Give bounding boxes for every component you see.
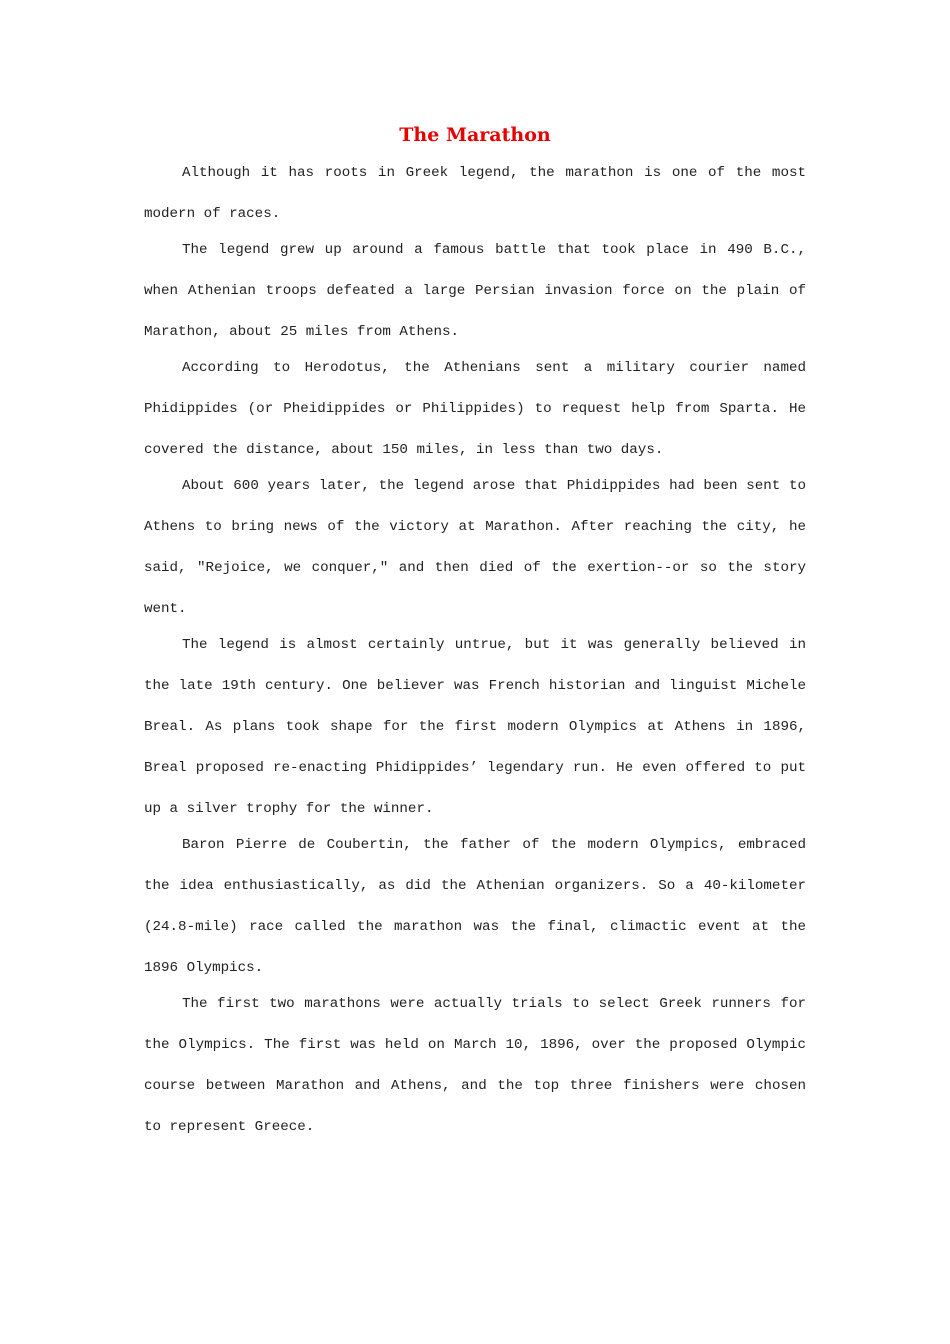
paragraph-2: The legend grew up around a famous battle that took place in 490 B.C., when Athenian troops defeated a large Persian invasion force on the plain of Marathon, about 25 miles from Athens. — [144, 242, 806, 340]
document-body — [144, 153, 806, 1143]
paragraph-4: About 600 years later, the legend arose that Phidippides had been sent to Athens to bring news of the victory at Marathon. After reaching the city, he said, "Rejoice, we conquer," and then died of the exertion--or so the story went. — [144, 478, 806, 617]
paragraph-7: The first two marathons were actually trials to select Greek runners for the Olympics. The first was held on March 10, 1896, over the proposed Olympic course between Marathon and Athens, and the top three finishers were chosen to represent Greece. — [144, 996, 806, 1135]
paragraph-1: Although it has roots in Greek legend, the marathon is one of the most modern of races. — [144, 165, 806, 222]
paragraph-3: According to Herodotus, the Athenians sent a military courier named Phidippides (or Pheidippides or Philippides) to request help from Sparta. He covered the distance, about 150 miles, in less than two days. — [144, 360, 806, 458]
paragraph-5: The legend is almost certainly untrue, but it was generally believed in the late 19th century. One believer was French historian and linguist Michele Breal. As plans took shape for the first modern Olympics at Athens in 1896, Breal proposed re-enacting Phidippides’ legendary run. He even offered to put up a silver trophy for the winner. — [144, 637, 806, 817]
document-title: The Marathon — [399, 124, 551, 146]
paragraph-6: Baron Pierre de Coubertin, the father of the modern Olympics, embraced the idea enthusiastically, as did the Athenian organizers. So a 40-kilometer (24.8-mile) race called the marathon was the final, climactic event at the 1896 Olympics. — [144, 837, 806, 976]
